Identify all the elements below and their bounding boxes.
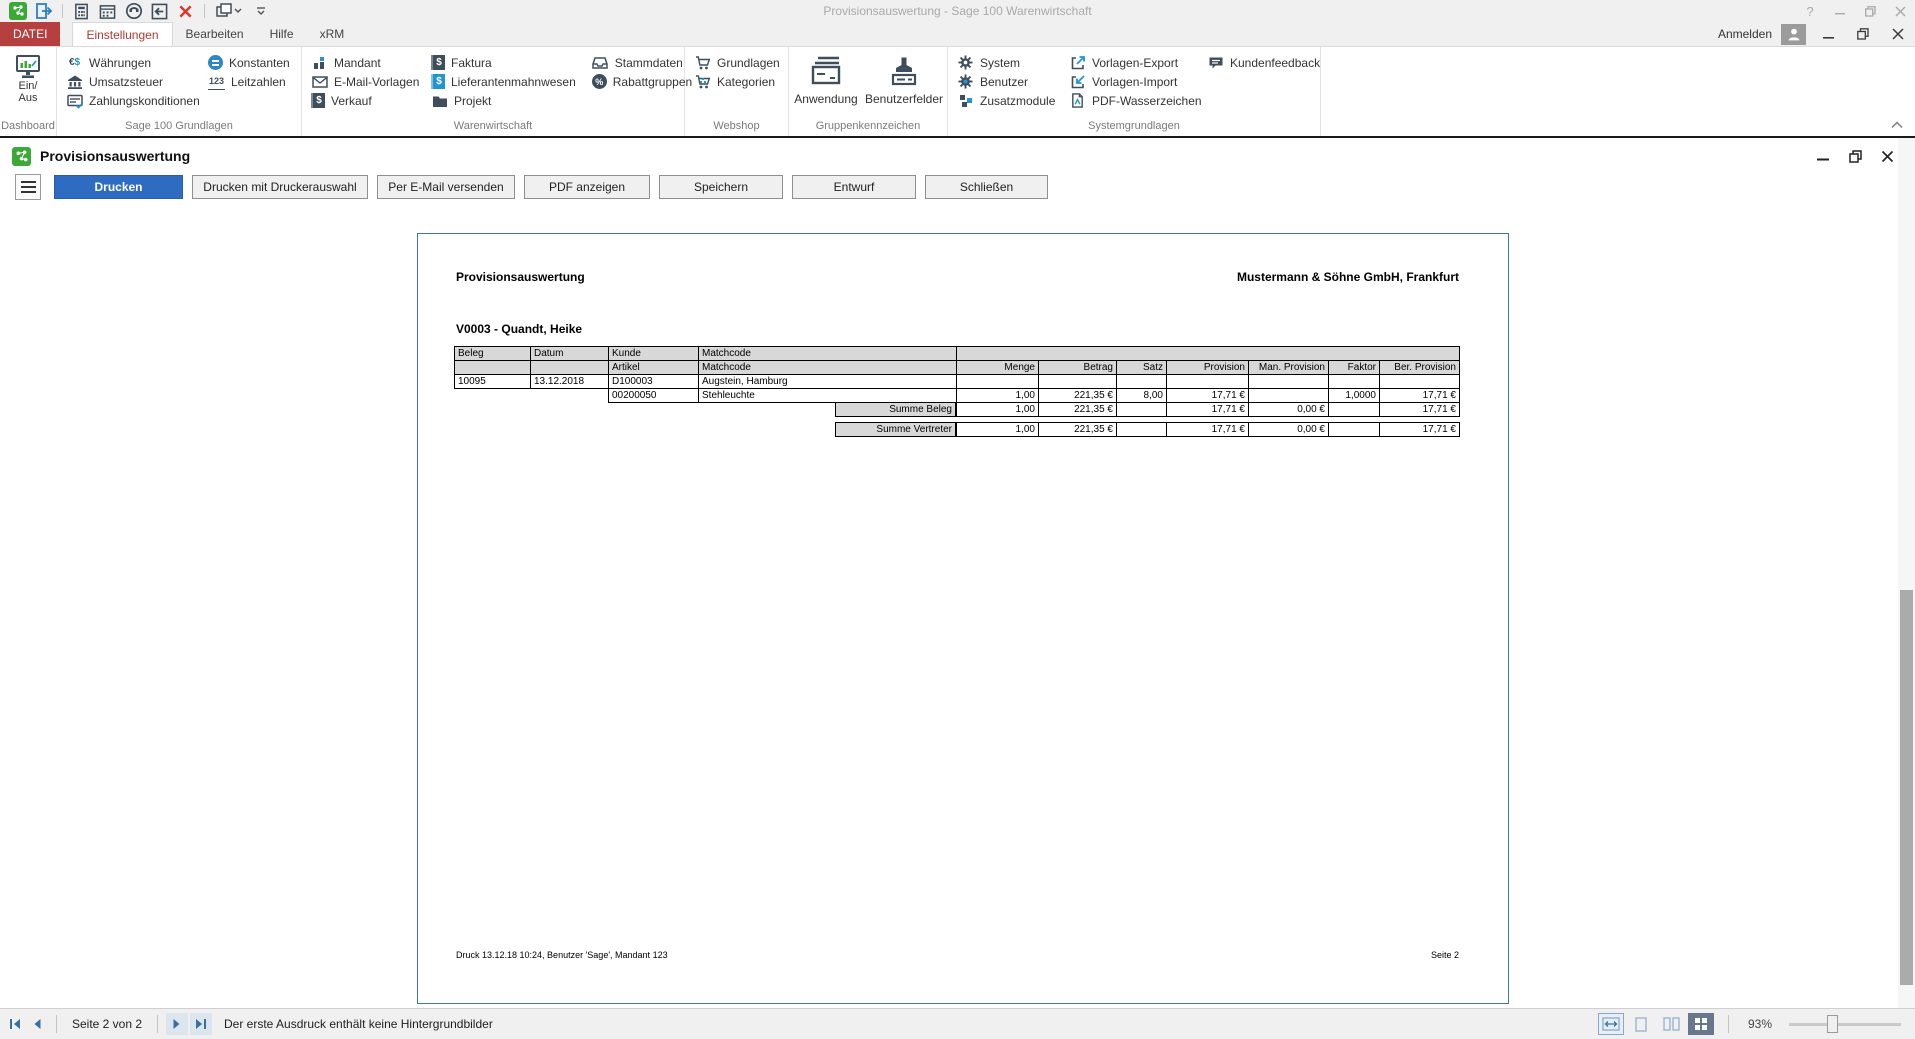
ribbon-item-label: System [980,55,1021,70]
calculator-icon[interactable] [72,2,91,21]
table-cell [1248,388,1329,403]
ribbon-item-label: Leitzahlen [231,74,286,89]
ribbon-item-label: Konstanten [229,55,290,70]
cart-categories-icon [694,73,711,90]
single-page-view-button[interactable] [1628,1013,1654,1035]
payment-card-icon [66,92,83,109]
ribbon [0,46,1915,138]
table-cell: 0,00 € [1248,402,1329,417]
next-page-button[interactable] [166,1013,188,1035]
ribbon-item-label: Projekt [454,93,492,108]
group-label-sage100: Sage 100 Grundlagen [125,120,233,132]
table-cell-empty [1248,374,1329,389]
table-cell: 13.12.2018 [530,374,609,389]
ribbon-item-benutzer[interactable] [957,72,1053,91]
table-cell: 1,00 [956,388,1039,403]
entwurf-button[interactable]: Entwurf [792,175,916,199]
ribbon-group-warenwirtschaft [302,47,693,136]
sales-dollar-icon: $ [311,93,325,108]
restore-button[interactable] [1855,0,1885,22]
col-header: Matchcode [698,346,957,361]
ribbon-group-sage100-grundlagen [57,47,302,136]
sage-logo-icon[interactable] [8,2,27,21]
col-header: Betrag [1038,360,1117,375]
ribbon-item-label: Benutzer [980,74,1029,89]
ribbon-item-lieferantenmahnwesen[interactable] [431,72,576,91]
ribbon-item-email-vorlagen[interactable] [311,72,420,91]
sage-doc-icon [12,147,31,166]
report-section-heading: V0003 - Quandt, Heike [456,322,583,336]
per-email-versenden-button[interactable]: Per E-Mail versenden [377,175,515,199]
col-header: Satz [1116,360,1167,375]
group-label-gruppenkennzeichen: Gruppenkennzeichen [815,120,921,132]
col-header: Faktor [1328,360,1380,375]
ribbon-item-projekt[interactable] [431,91,576,110]
document-window-controls [1811,146,1905,166]
stamp-icon [887,55,921,87]
window-layout-dropdown-icon[interactable] [214,2,244,21]
toolbar-separator [62,4,63,18]
bars-icon [311,54,328,71]
speech-bubble-icon [1207,54,1224,71]
help-button[interactable]: ? [1806,3,1814,19]
ribbon-item-konstanten[interactable] [208,53,290,72]
table-cell: 17,71 € [1379,422,1460,437]
sum-label: Summe Vertreter [835,422,956,437]
table-cell [1328,422,1380,437]
ribbon-item-vorlagen-import[interactable] [1069,72,1191,91]
import-icon [1069,73,1086,90]
col-header: Provision [1166,360,1249,375]
tab-datei[interactable]: DATEI [0,22,60,46]
signin-link[interactable]: Anmelden [1717,27,1772,41]
toolbar-separator [204,4,205,18]
ribbon-tab-row [0,22,1915,46]
percent-icon: % [592,74,607,89]
constants-icon [208,55,223,70]
statusbar-message: Der erste Ausdruck enthält keine Hintergrundbilder [224,1017,493,1031]
customize-toolbar-icon[interactable] [251,2,270,21]
first-page-button[interactable] [4,1013,26,1035]
col-header: Artikel [608,360,699,375]
ribbon-item-label: Grundlagen [717,55,780,70]
ribbon-item-label: Anwendung [794,92,858,106]
invoice-dollar-icon: $ [431,55,445,70]
statusbar-separator [56,1015,57,1033]
table-cell-empty [1116,374,1167,389]
two-page-view-button[interactable] [1658,1013,1684,1035]
supplier-dollar-icon: $ [431,74,445,89]
ribbon-item-waehrungen[interactable] [66,53,192,72]
pdf-icon [1069,92,1086,109]
ribbon-item-stammdaten[interactable] [592,53,692,72]
gear-user-icon [957,73,974,90]
table-cell: Stehleuchte [698,388,957,403]
table-cell: 1,00 [956,402,1039,417]
document-titlebar [0,138,1915,170]
doc-restore-button[interactable] [1843,146,1867,166]
col-header-empty [454,360,531,375]
ribbon-group-systemgrundlagen [948,47,1321,136]
pdf-anzeigen-button[interactable]: PDF anzeigen [524,175,650,199]
report-preview-area[interactable] [0,204,1898,1008]
col-header: Beleg [454,346,531,361]
tab-hilfe[interactable]: Hilfe [269,27,294,41]
col-header: Kunde [608,346,699,361]
ribbon-item-umsatzsteuer[interactable] [66,72,192,91]
folder-icon [431,92,448,109]
group-label-webshop: Webshop [713,120,760,132]
report-page [417,233,1509,1004]
zoom-slider[interactable] [1789,1013,1901,1035]
group-label-warenwirtschaft: Warenwirtschaft [453,120,533,132]
table-cell: 17,71 € [1166,388,1249,403]
statusbar [0,1008,1915,1039]
ribbon-item-pdf-wasserzeichen[interactable] [1069,91,1202,110]
ribbon-item-label: Zusatzmodule [980,93,1056,108]
table-cell [1116,422,1167,437]
cart-icon [694,54,711,71]
table-cell-empty [1328,374,1380,389]
ribbon-item-kategorien[interactable] [694,72,780,91]
dashboard-label-line2: Aus [18,92,38,104]
gear-icon [957,54,974,71]
close-button-inner[interactable] [1885,24,1911,45]
table-cell-empty [1166,374,1249,389]
ribbon-item-leitzahlen[interactable] [208,72,290,91]
titlebar [0,0,1915,22]
multi-page-view-button[interactable] [1688,1013,1714,1035]
ribbon-item-label: Rabattgruppen [612,74,693,89]
ribbon-item-label: Stammdaten [614,55,683,70]
document-toolbar [0,170,1915,204]
ribbon-item-label: Lieferantenmahnwesen [451,74,576,89]
table-cell: 0,00 € [1248,422,1329,437]
table-cell: 00200050 [608,388,699,403]
schliessen-button[interactable]: Schließen [925,175,1048,199]
window-controls [1795,0,1915,22]
table-cell [1328,402,1380,417]
zoom-slider-track [1789,1023,1901,1026]
window-title: Provisionsauswertung - Sage 100 Warenwirtschaft [823,4,1092,18]
table-cell: 17,71 € [1379,388,1460,403]
drucken-mit-druckerauswahl-button[interactable]: Drucken mit Druckerauswahl [192,175,368,199]
ribbon-item-rabattgruppen[interactable] [592,72,692,91]
table-cell-empty [956,374,1039,389]
ribbon-item-vorlagen-export[interactable] [1069,53,1191,72]
speichern-button[interactable]: Speichern [659,175,783,199]
ribbon-item-label: Verkauf [331,93,372,108]
col-header-empty [956,346,1460,361]
tabrow-right [1718,22,1915,46]
ribbon-group-webshop [685,47,789,136]
zoom-slider-handle[interactable] [1827,1015,1838,1033]
ribbon-item-grundlagen[interactable] [694,53,780,72]
sum-label: Summe Beleg [835,402,956,417]
report-title: Provisionsauswertung [456,270,585,284]
table-cell: D100003 [608,374,699,389]
export-icon [1069,54,1086,71]
statusbar-separator [157,1015,158,1033]
ribbon-item-label: PDF-Wasserzeichen [1092,93,1202,108]
modules-icon [957,92,974,109]
ribbon-item-label: Umsatzsteuer [89,74,164,89]
previous-page-button[interactable] [26,1013,48,1035]
cards-stack-icon [809,55,843,87]
tab-einstellungen[interactable]: Einstellungen [72,22,172,46]
exit-icon[interactable] [34,2,53,21]
ribbon-group-dashboard [0,47,57,136]
menu-hamburger-button[interactable] [15,174,41,200]
ribbon-item-label: E-Mail-Vorlagen [334,74,420,89]
ribbon-item-anwendung[interactable] [790,47,862,119]
envelope-icon [311,73,328,90]
table-cell: 17,71 € [1166,402,1249,417]
statusbar-separator [1728,1015,1729,1033]
currency-icon: € $ [68,57,81,68]
ribbon-item-label: Faktura [451,55,492,70]
page-indicator: Seite 2 von 2 [71,1017,143,1031]
dashboard-label-line1: Ein/ [18,80,38,92]
numbers-icon: 123 [208,73,225,90]
ribbon-item-label: Mandant [334,55,381,70]
table-cell: 1,00 [956,422,1039,437]
table-cell: 221,35 € [1038,422,1117,437]
ribbon-item-label: Benutzerfelder [864,92,944,106]
group-label-dashboard: Dashboard [1,120,55,132]
ribbon-item-label: Kundenfeedback [1230,55,1321,70]
ribbon-item-system[interactable] [957,53,1053,72]
statusbar-zoom-controls [1598,1013,1915,1035]
restore-button-inner[interactable] [1850,24,1876,45]
table-cell: 17,71 € [1166,422,1249,437]
quick-access-toolbar [0,0,270,22]
col-header: Man. Provision [1248,360,1329,375]
col-header: Matchcode [698,360,957,375]
ribbon-group-gruppenkennzeichen [789,47,948,136]
drucken-button[interactable]: Drucken [54,175,183,199]
back-arrow-icon[interactable] [150,2,169,21]
vertical-scrollbar[interactable] [1898,138,1915,1008]
minimize-button[interactable] [1825,0,1855,22]
report-footer-page: Seite 2 [1430,950,1459,960]
table-cell [1116,402,1167,417]
minimize-button-inner[interactable] [1815,24,1841,45]
ribbon-item-label: Vorlagen-Import [1092,74,1178,89]
col-header: Menge [956,360,1039,375]
inbox-icon [592,54,609,71]
table-cell: 17,71 € [1379,402,1460,417]
ribbon-item-benutzerfelder[interactable] [862,47,946,119]
dashboard-ein-aus-button[interactable] [0,47,56,119]
close-button[interactable] [1885,0,1915,22]
report-table [454,346,1464,446]
ribbon-item-faktura[interactable] [431,53,576,72]
doc-minimize-button[interactable] [1811,146,1835,166]
avatar[interactable] [1781,24,1806,45]
ribbon-item-kundenfeedback[interactable] [1207,53,1320,72]
ribbon-item-mandant[interactable] [311,53,415,72]
close-red-icon[interactable] [176,2,195,21]
last-page-button[interactable] [190,1013,212,1035]
ribbon-item-zusatzmodule[interactable] [957,91,1056,110]
ribbon-item-label: Vorlagen-Export [1092,55,1179,70]
phone-icon[interactable] [124,2,143,21]
bank-icon [66,73,83,90]
table-cell: 221,35 € [1038,402,1117,417]
scrollbar-thumb[interactable] [1900,590,1913,985]
group-label-systemgrundlagen: Systemgrundlagen [1088,120,1180,132]
col-header: Datum [530,346,609,361]
table-cell: 8,00 [1116,388,1167,403]
dashboard-monitor-icon [15,54,41,80]
fit-width-view-button[interactable] [1598,1013,1624,1035]
col-header-empty [530,360,609,375]
calendar-icon[interactable] [98,2,117,21]
table-cell-empty [1038,374,1117,389]
report-footer-print-info: Druck 13.12.18 10:24, Benutzer 'Sage', Mandant 123 [456,950,668,960]
doc-close-button[interactable] [1875,146,1899,166]
report-company: Mustermann & Söhne GmbH, Frankfurt [1236,270,1459,284]
document-window [0,138,1915,1008]
table-cell: Augstein, Hamburg [698,374,957,389]
tab-bearbeiten[interactable]: Bearbeiten [185,27,244,41]
ribbon-item-label: Zahlungskonditionen [89,93,200,108]
document-title: Provisionsauswertung [40,148,191,164]
ribbon-item-label: Währungen [89,55,152,70]
table-cell: 1,0000 [1328,388,1380,403]
table-cell-empty [1379,374,1460,389]
ribbon-item-verkauf[interactable] [311,91,415,110]
col-header: Ber. Provision [1379,360,1460,375]
ribbon-item-zahlungskonditionen[interactable] [66,91,200,110]
table-cell: 10095 [454,374,531,389]
collapse-ribbon-button[interactable] [1887,117,1907,133]
table-cell: 221,35 € [1038,388,1117,403]
ribbon-item-label: Kategorien [717,74,776,89]
zoom-level: 93% [1747,1017,1773,1031]
tab-xrm[interactable]: xRM [319,27,345,41]
